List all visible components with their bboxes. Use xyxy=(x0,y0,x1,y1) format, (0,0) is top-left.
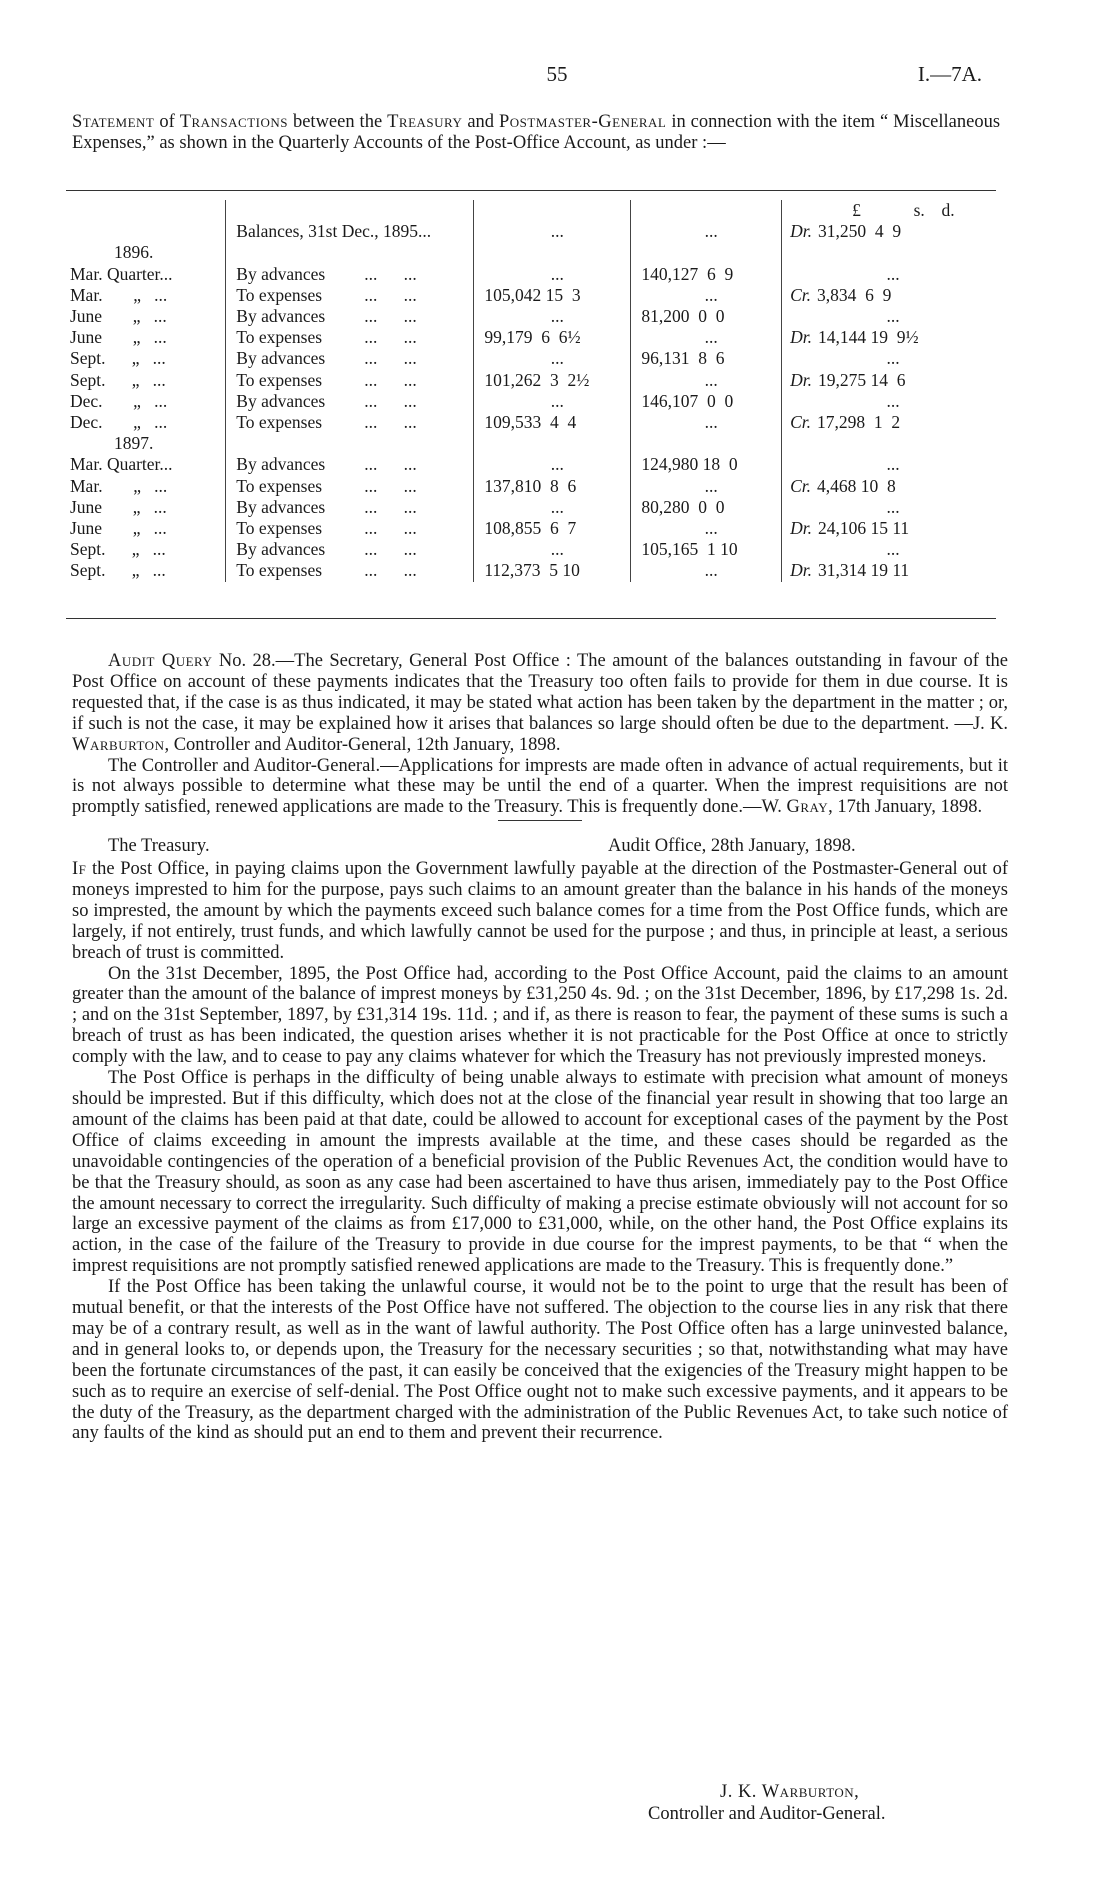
row-expenses: ... xyxy=(474,306,631,327)
balance-side: Cr. xyxy=(790,284,811,305)
row-leader-dots: ... ... xyxy=(364,390,417,411)
row-balance: ... xyxy=(886,348,900,369)
row-description: By advances xyxy=(236,348,326,369)
row-description: To expenses xyxy=(236,475,323,496)
pounds-heading: £ xyxy=(852,200,861,220)
reply-paragraph: The Controller and Auditor-General.—Applications for imprests are made often in advance of actual requirements, but it is not always possible to determine what these may be until the end of a quarter. When the imprest requisitions are not promptly satisfied, renewed applications are made to the Treasury. This is frequently done.—W. Gray, 17th January, 1898. xyxy=(72,755,1008,818)
letter-paragraph-1: If the Post Office, in paying claims upon the Government lawfully payable at the direction of the Postmaster-General out of moneys imprested to him for the purpose, pays such claims to an amount greater than the balance in his hands of the moneys so imprested, the amount by which the payments exceed such balance comes for a time from the Post Office funds, which are largely, if not entirely, trust funds, and which lawfully cannot be used for the purpose ; and thus, in principle at least, a serious breach of trust is committed. xyxy=(72,859,1009,963)
balance-side: Dr. xyxy=(790,518,812,539)
letter-origin-date: Audit Office, 28th January, 1898. xyxy=(608,836,856,856)
letter-address-line xyxy=(108,836,1008,857)
table-row xyxy=(66,518,996,539)
row-balance: 3,834 6 9 xyxy=(816,284,892,305)
row-balance: 14,144 19 9½ xyxy=(817,327,919,348)
table-row xyxy=(66,560,996,581)
row-advances: ... xyxy=(631,221,782,242)
row-expenses: ... xyxy=(474,264,631,285)
row-period: June „ ... xyxy=(70,327,167,348)
row-advances: 105,165 1 10 xyxy=(631,539,782,560)
row-description: To expenses xyxy=(236,412,323,433)
row-leader-dots: ... ... xyxy=(364,263,417,284)
row-leader-dots: ... ... xyxy=(364,475,417,496)
row-period: Dec. „ ... xyxy=(70,412,168,433)
row-leader-dots: ... ... xyxy=(364,539,417,560)
row-description: To expenses xyxy=(236,327,323,348)
row-expenses: ... xyxy=(474,391,631,412)
letter-recipient: The Treasury. xyxy=(108,836,210,856)
row-advances: 81,200 0 0 xyxy=(631,306,782,327)
row-expenses: 101,262 3 2½ xyxy=(474,370,631,391)
table-row xyxy=(66,285,996,306)
row-description: To expenses xyxy=(236,560,323,581)
table-row xyxy=(66,306,996,327)
balance-side: Dr. xyxy=(790,560,812,581)
balance-side: Cr. xyxy=(790,475,811,496)
table-row xyxy=(66,327,996,348)
row-period: Dec. „ ... xyxy=(70,390,168,411)
row-leader-dots: ... ... xyxy=(364,560,417,581)
audit-query-paragraph: Audit Query No. 28.—The Secretary, General Post Office : The amount of the balances outstanding in favour of the Post Office on account of these payments indicates that the Treasury too often fails to provide for them in due course. It is requested that, if the case is as thus indicated, it may be stated what action has been taken by the department in the matter ; or, if such is not the case, it may be explained how it arises that balances so large should often be due to the department. —J. K. Warburton, Controller and Auditor-General, 12th January, 1898. xyxy=(72,651,1009,755)
row-period: Sept. „ ... xyxy=(70,369,166,390)
row-advances: ... xyxy=(631,560,782,581)
row-advances xyxy=(631,433,782,454)
row-expenses: ... xyxy=(474,539,631,560)
row-expenses: 109,533 4 4 xyxy=(474,412,631,433)
table-bottom-rule xyxy=(66,618,996,619)
row-balance: 31,314 19 11 xyxy=(817,560,910,581)
row-expenses xyxy=(474,242,631,263)
row-leader-dots: ... ... xyxy=(364,284,417,305)
table-top-rule xyxy=(66,190,996,191)
row-description: By advances xyxy=(236,263,326,284)
row-period: Sept. „ ... xyxy=(70,539,166,560)
row-period: Mar. „ ... xyxy=(70,475,168,496)
row-description: To expenses xyxy=(236,518,323,539)
row-balance: ... xyxy=(886,454,900,475)
row-period: Mar. „ ... xyxy=(70,284,168,305)
row-advances: ... xyxy=(631,370,782,391)
row-expenses xyxy=(474,433,631,454)
row-leader-dots: ... ... xyxy=(364,412,417,433)
row-period: Sept. „ ... xyxy=(70,560,166,581)
table-row xyxy=(66,539,996,560)
row-expenses: ... xyxy=(474,348,631,369)
row-description: To expenses xyxy=(236,284,323,305)
row-balance: 17,298 1 2 xyxy=(816,412,901,433)
row-advances: ... xyxy=(631,285,782,306)
table-row xyxy=(66,476,996,497)
row-balance: ... xyxy=(886,539,900,560)
row-advances: ... xyxy=(631,518,782,539)
audit-query-section xyxy=(72,651,1008,821)
row-expenses: 105,042 15 3 xyxy=(474,285,631,306)
table-row xyxy=(66,497,996,518)
row-advances: ... xyxy=(631,412,782,433)
row-description: To expenses xyxy=(236,369,323,390)
row-leader-dots: ... ... xyxy=(364,369,417,390)
row-balance: 24,106 15 11 xyxy=(817,518,910,539)
table-row xyxy=(66,454,996,475)
balance-side: Dr. xyxy=(790,327,812,348)
row-period: 1896. xyxy=(114,242,154,263)
row-description: By advances xyxy=(236,539,326,560)
table-row xyxy=(66,412,996,433)
row-period: June „ ... xyxy=(70,496,167,517)
row-balance: 19,275 14 6 xyxy=(817,369,906,390)
row-description: Balances, 31st Dec., 1895... xyxy=(236,221,432,242)
shillings-heading: s. xyxy=(913,200,925,220)
pence-heading: d. xyxy=(941,200,955,220)
row-advances: 146,107 0 0 xyxy=(631,391,782,412)
row-description: By advances xyxy=(236,306,326,327)
signature-title: Controller and Auditor-General. xyxy=(648,1804,886,1824)
balance-side: Dr. xyxy=(790,221,812,242)
row-leader-dots: ... ... xyxy=(364,496,417,517)
table-row xyxy=(66,348,996,369)
row-advances: 140,127 6 9 xyxy=(631,264,782,285)
document-reference: I.—7A. xyxy=(917,62,982,86)
row-expenses: 99,179 6 6½ xyxy=(474,327,631,348)
table-row xyxy=(66,391,996,412)
row-balance: ... xyxy=(886,390,900,411)
row-period: Mar. Quarter... xyxy=(70,263,173,284)
balance-header-row xyxy=(66,200,996,221)
page-number: 55 xyxy=(546,62,568,86)
row-description: By advances xyxy=(236,454,326,475)
audit-query-label: Audit Query xyxy=(108,651,213,671)
letter-paragraph-2: On the 31st December, 1895, the Post Office had, according to the Post Office Account, paid the claims to an amount greater than the amount of the balance of imprest moneys by £31,250 4s. 9d. ; on the 31st December, 1896, by £17,298 1s. 2d. ; and on the 31st September, 1897, by £31,314 19s. 11d. ; and if, as there is reason to fear, the payment of these sums is such a breach of trust as has been indicated, the question arises whether it is not practicable for the Post Office at once to strictly comply with the law, and to cease to pay any claims whatever for which the Treasury has not previously imprested moneys. xyxy=(72,963,1008,1068)
row-expenses: 137,810 8 6 xyxy=(474,476,631,497)
row-description: By advances xyxy=(236,390,326,411)
row-advances: ... xyxy=(631,476,782,497)
letter-paragraph-4: If the Post Office has been taking the unlawful course, it would not be to the point to urge that the result has been of mutual benefit, or that the interests of the Post Office have not suffered. The objection to the course lies in any risk that there may be of a contrary result, as well as in the want of lawful authority. The Post Office often has a large uninvested balance, and in general looks to, or depends upon, the Treasury for the necessary securities ; so that, notwithstanding what may have been the fortunate circumstances of the past, it can easily be conceived that the exigencies of the Treasury might happen to be such as to require an exercise of self-denial. The Post Office ought not to make such excessive payments, and it appears to be the duty of the Treasury, as the department charged with the administration of the Public Revenues Act, to take such notice of any faults of the kind as should put an end to them and prevent their recurrence. xyxy=(72,1277,1008,1444)
row-period: June „ ... xyxy=(70,518,167,539)
row-period: Sept. „ ... xyxy=(70,348,166,369)
row-leader-dots: ... ... xyxy=(364,454,417,475)
section-divider xyxy=(498,820,582,821)
row-expenses: ... xyxy=(474,497,631,518)
balance-side: Cr. xyxy=(790,412,811,433)
row-balance: ... xyxy=(886,496,900,517)
table-row xyxy=(66,370,996,391)
letter-paragraph-3: The Post Office is perhaps in the difficulty of being unable always to estimate with precision what amount of moneys should be imprested. But if this difficulty, which does not at the close of the financial year result in showing that too large an amount of the claims has been paid at that date, could be allowed to account for exceptional cases of the payment by the Post Office of claims exceeding in amount the imprests available at the time, and these cases should be regarded as the unavoidable contingencies of the operation of a beneficial provision of the Public Revenues Act, the condition would have to be that the Treasury should, as soon as any case had been ascertained to have thus arisen, immediately pay to the Post Office the amount necessary to correct the irregularity. Such difficulty of making a precise estimate obviously will not account for so large an excessive payment of the claims as from £17,000 to £31,000, while, on the other hand, the Post Office explains its action, in the case of the failure of the Treasury to provide in due course for the imprest payments, to be that “ when the imprest requisitions are not promptly satisfied renewed applications are made to the Treasury. This is frequently done.” xyxy=(72,1068,1008,1277)
statement-title: Statement of Transactions between the Treasury and Postmaster-General in connection with the item “ Miscellaneous Expenses,” as shown in the Quarterly Accounts of the Post-Office Account, as under :— xyxy=(72,112,1001,153)
row-expenses: ... xyxy=(474,221,631,242)
row-expenses: ... xyxy=(474,454,631,475)
row-advances xyxy=(631,242,782,263)
table-row xyxy=(66,242,996,263)
table-row xyxy=(66,433,996,454)
row-leader-dots: ... ... xyxy=(364,327,417,348)
row-description: By advances xyxy=(236,496,326,517)
row-advances: 96,131 8 6 xyxy=(631,348,782,369)
transactions-table xyxy=(66,200,996,582)
row-leader-dots: ... ... xyxy=(364,306,417,327)
row-balance: ... xyxy=(886,306,900,327)
signature-name: J. K. Warburton, xyxy=(720,1782,860,1802)
row-expenses: 112,373 5 10 xyxy=(474,560,631,581)
row-balance: ... xyxy=(886,263,900,284)
row-advances: 124,980 18 0 xyxy=(631,454,782,475)
row-advances: 80,280 0 0 xyxy=(631,497,782,518)
row-period: June „ ... xyxy=(70,306,167,327)
row-leader-dots: ... ... xyxy=(364,348,417,369)
balance-side: Dr. xyxy=(790,369,812,390)
row-period: Mar. Quarter... xyxy=(70,454,173,475)
row-leader-dots: ... ... xyxy=(364,518,417,539)
row-period xyxy=(66,221,226,242)
row-balance: 31,250 4 9 xyxy=(817,221,902,242)
table-row xyxy=(66,221,996,242)
table-row xyxy=(66,264,996,285)
row-advances: ... xyxy=(631,327,782,348)
row-expenses: 108,855 6 7 xyxy=(474,518,631,539)
row-period: 1897. xyxy=(114,433,154,454)
letter-body xyxy=(72,859,1008,1444)
row-balance: 4,468 10 8 xyxy=(816,475,896,496)
